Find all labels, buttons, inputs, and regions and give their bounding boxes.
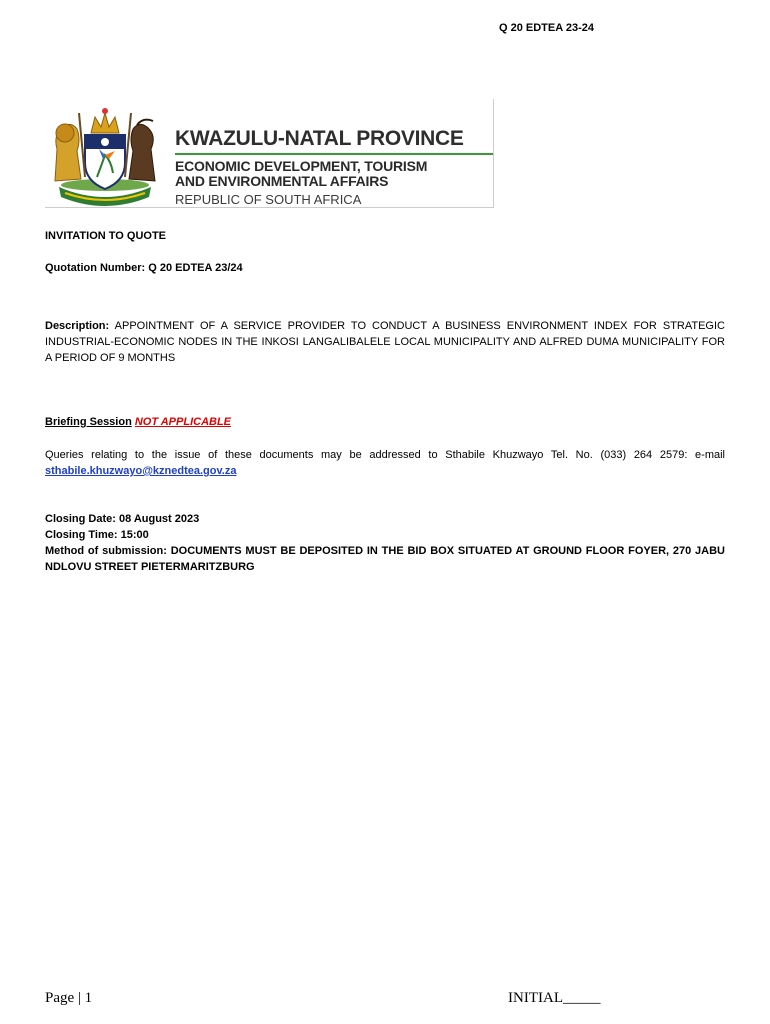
document-reference: Q 20 EDTEA 23-24 bbox=[499, 22, 594, 34]
briefing-label: Briefing Session bbox=[45, 416, 132, 428]
logo-divider bbox=[175, 153, 493, 155]
queries-paragraph bbox=[45, 447, 725, 479]
coat-of-arms-icon bbox=[45, 99, 165, 207]
queries-text: Queries relating to the issue of these documents may be addressed to Sthabile Khuzwayo Tel. No. (033) 264 2579: e-mail bbox=[45, 449, 725, 461]
briefing-session bbox=[45, 414, 725, 430]
quotation-number bbox=[45, 260, 725, 276]
queries-email-link[interactable]: sthabile.khuzwayo@kznedtea.gov.za bbox=[45, 465, 237, 477]
quotation-label: Quotation Number: bbox=[45, 262, 146, 274]
description-label: Description: bbox=[45, 320, 110, 332]
department-name-line-2: AND ENVIRONMENTAL AFFAIRS bbox=[175, 173, 389, 189]
invitation-heading: INVITATION TO QUOTE bbox=[45, 230, 166, 242]
briefing-status: NOT APPLICABLE bbox=[134, 416, 232, 428]
department-name-block bbox=[175, 127, 493, 208]
quotation-value: Q 20 EDTEA 23/24 bbox=[148, 262, 243, 274]
country-name: REPUBLIC OF SOUTH AFRICA bbox=[175, 192, 362, 207]
page-number: Page | 1 bbox=[45, 990, 93, 1006]
description-text: APPOINTMENT OF A SERVICE PROVIDER TO CONDUCT A BUSINESS ENVIRONMENT INDEX FOR STRATEGIC INDUSTRIAL-ECONOMIC NODES IN THE INKOSI LANGALIBALELE LOCAL MUNICIPALITY AND ALFRED DUMA MUNICIPALITY FOR A PERIOD OF 9 MONTHS bbox=[45, 320, 725, 364]
department-logo bbox=[45, 99, 494, 208]
province-name: KWAZULU-NATAL PROVINCE bbox=[175, 127, 464, 150]
closing-date: Closing Date: 08 August 2023 bbox=[45, 513, 200, 525]
description bbox=[45, 318, 725, 366]
initial-field: INITIAL_____ bbox=[508, 990, 601, 1006]
closing-time: Closing Time: 15:00 bbox=[45, 529, 149, 541]
department-name-line-1: ECONOMIC DEVELOPMENT, TOURISM bbox=[175, 158, 428, 174]
submission-method: Method of submission: DOCUMENTS MUST BE DEPOSITED IN THE BID BOX SITUATED AT GROUND FLOOR FOYER, 270 JABU NDLOVU STREET PIETERMARITZBURG bbox=[45, 545, 725, 573]
